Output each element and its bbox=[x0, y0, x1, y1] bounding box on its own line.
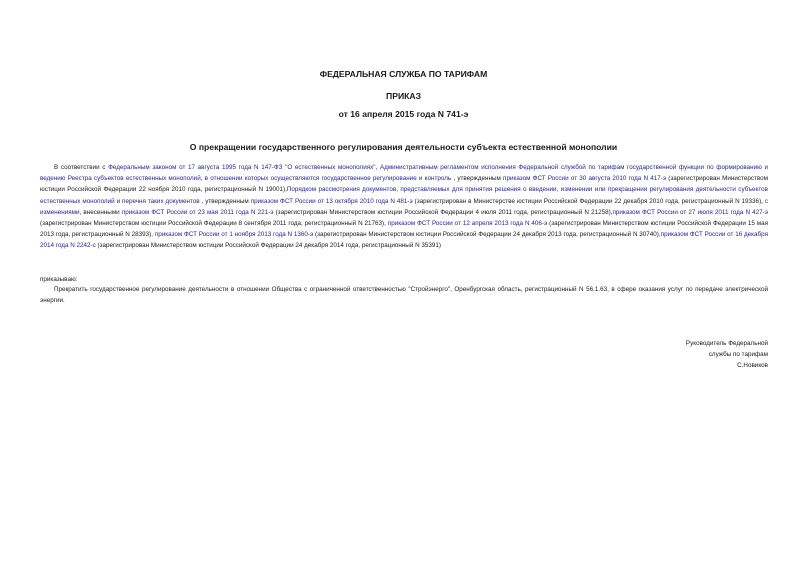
preamble-paragraph bbox=[40, 162, 768, 252]
reference-link[interactable]: приказом ФСТ России от 13 октября 2010 года N 481-э bbox=[250, 197, 413, 205]
document-title: О прекращении государственного регулирования деятельности субъекта естественной монополии bbox=[189, 142, 618, 152]
document-type: ПРИКАЗ bbox=[386, 91, 421, 101]
preamble-text: (зарегистрирован Министерством юстиции Российской Федерации 24 декабря 2014 года, регистрационный N 35391) bbox=[95, 242, 441, 250]
preamble-text: (зарегистрирован Министерством юстиции Российской Федерации 22 ноября 2010 года, регистрационный N 19001), bbox=[40, 175, 768, 194]
reference-link[interactable]: приказом ФСТ России от 16 декабря 2014 года N 2242-с bbox=[40, 231, 769, 250]
reference-link[interactable]: приказом ФСТ России от 30 августа 2010 года N 417-э bbox=[503, 175, 667, 183]
preamble-text: (зарегистрирован Министерством юстиции Российской Федерации 24 декабря 2013 года, регистрационный N 30740), bbox=[313, 231, 661, 239]
reference-link[interactable]: приказом ФСТ России от 23 мая 2011 года N 221-э bbox=[121, 208, 274, 216]
decision-paragraph: Прекратить государственное регулирование деятельности в отношении Общества с ограниченной ответственностью "Стройэнерго", Оренбургская область, регистрационный N 56.1.63, в сфере оказания услуг по передаче электрической энергии. bbox=[40, 286, 768, 305]
signature-position-line2: службы по тарифам bbox=[708, 351, 768, 358]
reference-link[interactable]: приказом ФСТ России от 27 июля 2011 года N 427-э bbox=[612, 208, 768, 216]
document-date-number: от 16 апреля 2015 года N 741-э bbox=[338, 109, 469, 119]
preamble-text: , утвержденным bbox=[451, 175, 504, 183]
signature-name: С.Новиков bbox=[737, 362, 768, 369]
preamble-text: (зарегистрирован Министерством юстиции Российской Федерации 8 сентября 2011 года, регистрационный N 21763), bbox=[40, 220, 388, 228]
preamble-text: , bbox=[375, 164, 380, 171]
agency-name: ФЕДЕРАЛЬНАЯ СЛУЖБА ПО ТАРИФАМ bbox=[319, 69, 488, 79]
signature-position-line1: Руководитель Федеральной bbox=[685, 340, 768, 347]
preamble-text: (зарегистрирован в Министерстве юстиции Российской Федерации 22 декабря 2010 года, регистрационный N 19336), bbox=[412, 197, 765, 205]
preamble-text: , утвержденным bbox=[199, 197, 251, 205]
preamble-text: В соответствии с bbox=[54, 164, 109, 171]
reference-link[interactable]: Федеральным законом от 17 августа 1995 года N 147-ФЗ "О естественных монополиях" bbox=[108, 164, 376, 171]
reference-link[interactable]: приказом ФСТ России от 1 ноября 2013 года N 1360-э bbox=[154, 231, 314, 239]
reference-link[interactable]: Административным регламентом исполнения Федеральной службой по тарифам государственной функции по формированию и ведению Реестра субъектов естественных монополий, в отношении которых осуществляются государственное регулирование и контроль bbox=[40, 164, 769, 183]
preamble-text: (зарегистрирован Министерством юстиции Российской Федерации 15 мая 2013 года, регистрационный N 28393), bbox=[40, 220, 768, 239]
preamble-text: , внесенными bbox=[79, 208, 122, 216]
reference-link[interactable]: приказом ФСТ России от 12 апреля 2013 года N 406-э bbox=[387, 220, 548, 228]
reference-link[interactable]: Порядком рассмотрения документов, представляемых для принятия решения о введении, изменении или прекращении регулирования деятельности субъектов естественных монополий и перечня таких документов bbox=[40, 186, 768, 205]
reference-link[interactable]: с изменениями bbox=[40, 197, 769, 216]
ordering-word: приказываю: bbox=[40, 276, 78, 283]
preamble-text: (зарегистрирован Министерством юстиции Российской Федерации 4 июля 2011 года, регистрационный N 21258), bbox=[273, 208, 613, 216]
